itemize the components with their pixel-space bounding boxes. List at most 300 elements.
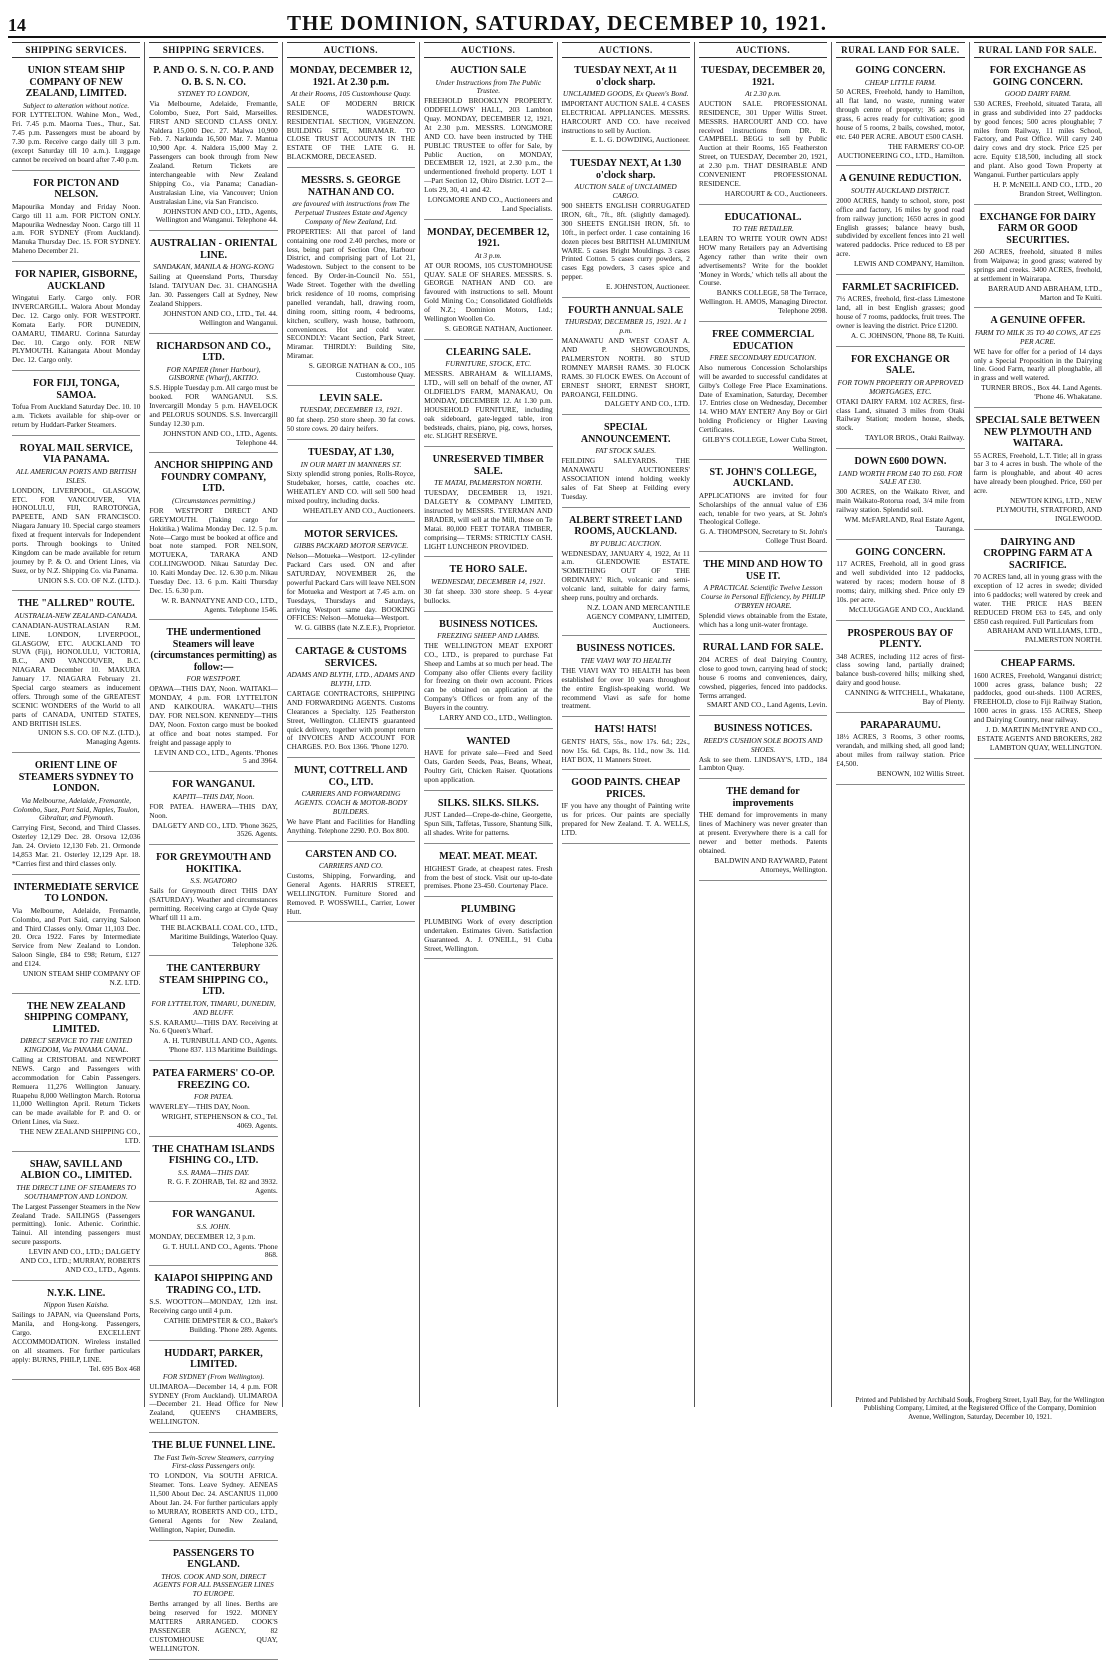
ad-body: FEILDING SALEYARDS. THE MANAWATU AUCTIONEERS' ASSOCIATION intend holding weekly sales of Fat Sheep at Feilding every Tuesday. — [561, 456, 690, 501]
ad-body: 348 ACRES, including 112 acres of first-class sowing land, partially drained; balance bush-covered hills; milking shed, dairy and good house. — [836, 651, 965, 688]
ad-body: HIGHEST Grade, at cheapest rates. Fresh from the best of stock. Visit our up-to-date premises. Phone 23-450. Courtenay Place. — [424, 863, 553, 891]
ad-title: FOR FIJI, TONGA, SAMOA. — [33, 378, 120, 401]
ad-signature: J. D. MARTIN McINTYRE AND CO., ESTATE AGENTS AND BROKERS, 282 LAMBTON QUAY, WELLINGTON. — [977, 725, 1102, 752]
ad-subtitle: CARRIERS AND CO. — [318, 861, 383, 871]
ad-body: MANAWATU AND WEST COAST A. AND P. SHOWGROUNDS, PALMERSTON NORTH. 80 STUD ROMNEY MARSH RAMS. 30 FLOCK RAMS. 30 FLOCK EWES. On Account of ERNEST SHORT, ERNEST SHORT, PAROANGI, FEILDING. — [561, 336, 690, 399]
ad-title: MESSRS. S. GEORGE NATHAN AND CO. — [301, 175, 401, 198]
ad-subtitle: KAPITI—THIS DAY, Noon. — [172, 791, 255, 801]
advertisement — [149, 848, 277, 956]
ad-body: THE VIAVI WAY TO HEALTH has been established for over 10 years throughout the entire English-speaking world. We recommend Viavi as safe for home treatment. — [561, 665, 690, 711]
ad-body: 204 ACRES of deal Dairying Country, close to good town, carrying head of stock; house 6 rooms and conveniences, dairy, cowshed, piggeries, fenced into paddocks. Terms arranged. — [698, 654, 828, 700]
ad-subtitle: SOUTH AUCKLAND DISTRICT. — [850, 185, 950, 195]
advertisement — [287, 171, 415, 386]
ad-subtitle: ADAMS AND BLYTH, LTD., ADAMS AND BLYTH, LTD. — [287, 670, 415, 689]
ad-body: HAVE for private sale—Feed and Seed Oats, Garden Seeds, Peas, Beans, Wheat, Poultry Grit, Chicken Raiser. Quotations upon application. — [424, 748, 553, 785]
ad-title: FOURTH ANNUAL SALE — [568, 304, 684, 316]
ad-signature: BANKS COLLEGE, 58 The Terrace, Wellington. H. AMOS, Managing Director. Telephone 2098. — [699, 288, 828, 316]
ad-body: PROPERTIES: All that parcel of land containing one rood 2.40 perches, more or less, being part of Section One, Harbour District, and comprising part of Lot 21, Wadestown. Subject to the consent to be fenced. By Order-in-Council No. 551, Wade Street. Together with the dwelling brick residence of 10 rooms, comprising panelled verandah, hall, drawing room, dining room, sitting room, 4 bedrooms, kitchen, scullery, wash house, bathroom, conveniences. Hot and cold water. SECONDLY: Vacant Section, Park Street, Miramar. THIRDLY: Building Site, Miramar. — [286, 226, 416, 361]
ad-title: LEVIN SALE. — [319, 392, 383, 404]
ad-title: MONDAY, DECEMBER 12, 1921. — [427, 226, 550, 250]
ad-title: CARTAGE & CUSTOMS SERVICES. — [295, 646, 407, 669]
ad-title: MEAT. MEAT. MEAT. — [439, 851, 538, 863]
ad-title: CLEARING SALE. — [445, 346, 531, 358]
ad-subtitle: At their Rooms, 105 Customhouse Quay. — [290, 89, 411, 98]
ad-body: 80 fat sheep. 250 store sheep. 30 fat cows. 50 store cows. 20 dairy heifers. — [286, 415, 416, 434]
ad-body: Ask to see them. LINDSAY'S, LTD., 184 Lambton Quay. — [698, 754, 828, 773]
ad-title: EXCHANGE FOR DAIRY FARM OR GOOD SECURITIES. — [979, 211, 1096, 246]
column-4 — [420, 42, 557, 1407]
ad-title: HATS! HATS! — [594, 724, 657, 736]
ad-subtitle: S.S. NGATORO — [190, 876, 237, 886]
ad-body: Via Melbourne, Adelaide, Fremantle, Colombo, and Port Said, carrying Saloon and Third Classes only. Omar 11,103 Dec. 20. Orca 1922. Fares by Intermediate Service from New Zealand to London. Saloon Single, £84 to £98; Return, £127 and £124. — [12, 905, 141, 969]
ad-title: TUESDAY NEXT, At 11 o'clock sharp. — [574, 65, 678, 88]
ad-subtitle: Subject to alteration without notice. — [23, 100, 130, 110]
ad-signature: BALDWIN AND RAYWARD, Patent Attorneys, Wellington. — [714, 855, 828, 874]
ad-subtitle: Via Melbourne, Adelaide, Fremantle, Colombo, Suez, Port Said, Naples, Toulon, Gibraltar, and Plymouth. — [13, 795, 140, 823]
advertisement — [12, 878, 140, 994]
ad-title: TUESDAY, DECEMBER 20, 1921. — [701, 65, 825, 88]
section-heading: AUCTIONS. — [699, 42, 827, 58]
ad-subtitle: S.S. JOHN. — [196, 1221, 231, 1231]
advertisement — [974, 654, 1102, 758]
ad-subtitle: S.S. RAMA—THIS DAY. — [177, 1167, 250, 1177]
ad-title: THE NEW ZEALAND SHIPPING COMPANY, LIMITED. — [24, 1000, 129, 1035]
ad-signature: ABRAHAM AND WILLIAMS, LTD., PALMERSTON NORTH. — [987, 626, 1102, 645]
ad-signature: LARRY AND CO., LTD., Wellington. — [439, 713, 553, 723]
ad-body: Sixty splendid strong ponies, Rolls-Royce, Studebaker, horses, cattle, coaches etc. WHEATLEY AND CO. will sell 500 head mixed poultry, including ducks. — [286, 469, 416, 506]
advertisement — [12, 439, 140, 592]
ad-subtitle: FOR PATEA. — [194, 1092, 234, 1102]
ad-body: TO LONDON, Via SOUTH AFRICA. Steamer. Tons. Leave Sydney. AENEAS 11,500 About Dec. 24. ASCANIUS 11,000 About Jan. 24. For further particulars apply to MURRAY, ROBERTS AND CO., LTD., General Agents for New Zealand, Wellington, Napier, Dunedin. — [149, 1471, 278, 1534]
ad-signature: G. T. HULL AND CO., Agents. 'Phone 868. — [162, 1241, 278, 1260]
ad-body: Nelson—Motueka—Westport. 12-cylinder Packard Cars used. ON and after SATURDAY, NOVEMBER 26, the powerful Packard Cars will leave NELSON for Motueka and Westport at 7.45 a.m. on Tuesdays, Thursdays and Saturdays, arriving Westport same day. BOOKING OFFICES: Nelson—Motueka—Westport. — [286, 551, 416, 623]
ad-title: PARAPARAUMU. — [860, 719, 941, 731]
ad-title: THE CHATHAM ISLANDS FISHING CO., LTD. — [152, 1143, 275, 1167]
advertisement — [836, 61, 964, 166]
advertisement — [974, 208, 1102, 309]
ad-title: ROYAL MAIL SERVICE, VIA PANAMA. — [19, 442, 133, 466]
ad-subtitle: CARRIERS AND FORWARDING AGENTS. COACH & MOTOR-BODY BUILDERS. — [294, 789, 408, 816]
ad-subtitle: FAT STOCK SALES. — [595, 446, 657, 456]
advertisement — [287, 389, 415, 440]
ad-subtitle: THURSDAY, DECEMBER 15, 1921. At 1 p.m. — [564, 317, 687, 336]
advertisement — [562, 639, 690, 717]
ad-title: A GENUINE OFFER. — [990, 315, 1086, 327]
advertisement — [562, 301, 690, 415]
ad-subtitle: TUESDAY, DECEMBER 13, 1921. — [299, 405, 403, 415]
advertisement — [562, 154, 690, 298]
ad-subtitle: ALL AMERICAN PORTS AND BRITISH ISLES. — [16, 466, 137, 485]
ad-signature: N.Z. LOAN AND MERCANTILE AGENCY COMPANY, LIMITED, Auctioneers. — [586, 602, 690, 630]
ad-body: ULIMAROA—December 14, 4 p.m. FOR SYDNEY (From Auckland). ULIMAROA—December 21. Head Office for New Zealand, QUEEN'S CHAMBERS, WELLINGTON. — [149, 1381, 278, 1427]
ad-body: Sailings to JAPAN, via Queensland Ports, Manila, and Hong-kong. Passengers, Cargo. EXCELLENT ACCOMMODATION. Wireless installed on all steamers. For further particulars apply: BURNS, PHILP, LINE. — [12, 1310, 141, 1364]
advertisement — [149, 1544, 277, 1660]
ad-body: Sails for Greymouth direct THIS DAY (SATURDAY). Weather and circumstances permitting. Receiving cargo at Clyde Quay Wharf till 11 a.m. — [149, 886, 278, 922]
advertisement — [699, 782, 827, 880]
ad-body: S.S. KARAMU—THIS DAY. Receiving at No. 6 Queen's Wharf. — [149, 1017, 278, 1036]
ad-subtitle: IN OUR MART IN MANNERS ST. — [300, 459, 402, 469]
ad-body: JUST Landed—Crepe-de-chine, Georgette, Spun Silk, Taffetas, Tussore, Shantung Silk, all shades. Write for patterns. — [424, 810, 553, 838]
advertisement — [699, 61, 827, 205]
advertisement — [974, 411, 1102, 530]
page-number: 14 — [8, 15, 26, 35]
ad-subtitle: FURNITURE, STOCK, ETC. — [445, 359, 532, 369]
advertisement — [699, 719, 827, 779]
ad-body: Tofua From Auckland Saturday Dec. 10. 10 a.m. Tickets available for ship-over or return by Huddart-Parker Steamers. — [12, 402, 141, 429]
advertisement — [836, 624, 964, 713]
ad-signature: JOHNSTON AND CO., LTD., Agents. Telephone 44. — [162, 428, 278, 447]
ad-title: TUESDAY NEXT, At 1.30 o'clock sharp. — [570, 158, 682, 181]
ad-signature: Tel. 695 Box 468 — [89, 1364, 141, 1374]
advertisement — [562, 720, 690, 770]
ad-title: DOWN £600 DOWN. — [854, 456, 947, 468]
ad-signature: CATHIE DEMPSTER & CO., Baker's Building. 'Phone 289. Agents. — [163, 1316, 278, 1334]
advertisement — [699, 325, 827, 460]
ad-subtitle: FOR WESTPORT. — [186, 674, 241, 684]
ad-body: Sailing at Queensland Ports, Thursday Island. TAIYUAN Dec. 31. CHANGSHA Jan. 30. Passengers Call at Sydney, New Zealand Shippers. — [149, 272, 278, 308]
ad-title: FOR WANGANUI. — [172, 779, 255, 791]
ad-body: 117 ACRES, Freehold, all in good grass and well subdivided into 12 paddocks, watered by races; modern house of 8 rooms; dairy, milking shed. Price only £9 10s. per acre. — [836, 559, 965, 604]
ad-body: FOR PATEA. HAWERA—THIS DAY, Noon. — [149, 801, 278, 820]
ad-subtitle: BY PUBLIC AUCTION. — [589, 538, 662, 548]
ad-title: EDUCATIONAL. — [724, 211, 802, 223]
ad-signature: H. P. McNEILL AND CO., LTD., 20 Brandon Street, Wellington. — [993, 179, 1102, 198]
advertisement — [149, 1344, 277, 1433]
ad-title: THE "ALLRED" ROUTE. — [17, 598, 135, 610]
ad-subtitle: THOS. COOK AND SON, DIRECT AGENTS FOR ALL PASSENGER LINES TO EUROPE. — [153, 1571, 274, 1599]
advertisement — [562, 511, 690, 637]
ad-title: GOOD PAINTS. CHEAP PRICES. — [571, 777, 681, 800]
column-8 — [970, 42, 1106, 1407]
column-6 — [695, 42, 832, 1407]
ad-subtitle: TE MATAI, PALMERSTON NORTH. — [434, 478, 543, 488]
ad-signature: W. R. BANNATYNE AND CO., LTD., Agents. Telephone 1546. — [161, 595, 278, 614]
ad-title: BUSINESS NOTICES. — [713, 723, 813, 735]
ad-signature: W. G. GIBBS (late N.Z.E.F.), Proprietor. — [294, 623, 416, 633]
section-heading: RURAL LAND FOR SALE. — [974, 42, 1102, 58]
ad-subtitle: REED'S CUSHION SOLE BOOTS AND SHOES. — [703, 735, 823, 754]
ad-title: DAIRYING AND CROPPING FARM AT A SACRIFICE. — [983, 536, 1093, 571]
advertisement — [424, 615, 552, 729]
ad-title: GOING CONCERN. — [855, 65, 946, 76]
ad-signature: LEVIN AND CO., LTD., Agents. 'Phones 5 and 3964. — [154, 747, 278, 766]
advertisement — [149, 959, 277, 1061]
advertisement — [424, 343, 552, 448]
ad-title: FOR PICTON AND NELSON. — [33, 177, 120, 201]
ad-subtitle: FARM TO MILK 35 TO 40 COWS, AT £25 PER ACRE. — [974, 327, 1101, 346]
ad-title: MUNT, COTTRELL AND CO., LTD. — [294, 765, 408, 788]
ad-title: SPECIAL ANNOUNCEMENT. — [580, 422, 671, 445]
ad-title: WANTED — [466, 735, 511, 747]
ad-title: CARSTEN AND CO. — [305, 848, 397, 860]
advertisement — [149, 1436, 277, 1540]
ad-body: Berths arranged by all lines. Berths are being reserved for 1922. MONEY MATTERS ARRANGED. COOK'S PASSENGER AGENCY, 82 CUSTOMHOUSE QUAY, WELLINGTON. — [149, 1599, 278, 1653]
advertisement — [12, 174, 140, 262]
advertisement — [424, 847, 552, 897]
advertisement — [836, 716, 964, 785]
ad-title: THE BLUE FUNNEL LINE. — [151, 1440, 276, 1452]
ad-subtitle: AUCTION SALE of UNCLAIMED CARGO. — [574, 182, 677, 201]
ad-title: BUSINESS NOTICES. — [576, 643, 675, 655]
column-1 — [8, 42, 145, 1407]
advertisement — [287, 761, 415, 841]
ad-body: LONDON, LIVERPOOL, GLASGOW, ETC. FOR VANCOUVER, VIA HONOLULU, FIJI, RAROTONGA, PAPEETE, AND SAN FRANCISCO. Niagara January 10. Special cargo steamers fixed at frequent intervals for Independent ports. Through bookings to United Kingdom can be made available for return journey by P. & O. and Orient Lines, via Suez, or by N.Z. Shipping Co. via Panama. — [12, 485, 141, 575]
ad-signature: TURNER BROS., Box 44. Land Agents. 'Phone 46. Whakatane. — [981, 383, 1102, 402]
ad-body: 300 ACRES, on the Waikato River, and main Waikato-Rotorua road, 3/4 mile from railway station. Splendid soil. — [836, 487, 965, 515]
advertisement — [12, 1284, 140, 1381]
advertisement — [836, 278, 964, 347]
advertisement — [974, 61, 1102, 205]
ad-title: GOING CONCERN. — [855, 546, 946, 558]
ad-body: 30 fat sheep. 330 store sheep. 5 4-year bullocks. — [424, 586, 553, 605]
ad-title: SPECIAL SALE BETWEEN NEW PLYMOUTH AND WAITARA. — [975, 415, 1101, 450]
advertisement — [424, 794, 552, 844]
ad-subtitle: WEDNESDAY, DECEMBER 14, 1921. — [431, 576, 546, 586]
ad-signature: WRIGHT, STEPHENSON & CO., Tel. 4069. Agents. — [161, 1111, 278, 1130]
ad-signature: WM. McFARLAND, Real Estate Agent, Tauranga. — [844, 515, 965, 533]
ad-body: PLUMBING Work of every description undertaken. Estimates Given. Satisfaction Guaranteed. A. J. O'NEILL, 91 Cuba Street, Wellington. — [424, 916, 553, 953]
ad-signature: E. JOHNSTON, Auctioneer. — [606, 282, 690, 292]
ad-subtitle: SYDNEY TO LONDON, — [177, 89, 250, 98]
ad-subtitle: GIBBS PACKARD MOTOR SERVICE. — [293, 541, 409, 551]
ad-body: Customs, Shipping, Forwarding, and General Agents. HARRIS STREET, WELLINGTON. Furniture Stored and Removed. P. WOSSWILL, Carrier, Lower Hutt. — [286, 870, 416, 916]
advertisement — [12, 265, 140, 371]
ad-subtitle: AUSTRALIA-NEW ZEALAND-CANADA. — [14, 610, 138, 620]
ad-body: MESSRS. ABRAHAM & WILLIAMS, LTD., will sell on behalf of the owner, AT OLDFIELD'S FARM, MANAKAU, On MONDAY, DECEMBER 12. At 1.30 p.m. HOUSEHOLD FURNITURE, including oak sideboard, gate-legged table, iron bedsteads, chairs, piano, pig, cows, horses, etc. SLIGHT RESERVE. — [424, 369, 553, 441]
ad-signature: LEWIS AND COMPANY, Hamilton. — [853, 259, 965, 269]
advertisement — [424, 223, 552, 340]
ad-signature: GILBY'S COLLEGE, Lower Cuba Street, Wellington. — [702, 435, 828, 453]
advertisement — [699, 638, 827, 716]
ad-title: PROSPEROUS BAY OF PLENTY. — [847, 627, 954, 651]
ad-body: THE WELLINGTON MEAT EXPORT CO., LTD., is prepared to purchase Fat Sheep and Lambs at so much per head. The Company also offer Clients every facility for freezing on their own account. Prices can be obtained on application at the Company's Offices or from any of the Buyers in the country. — [424, 640, 553, 713]
advertisement — [12, 594, 140, 753]
section-heading: AUCTIONS. — [424, 42, 552, 58]
section-heading: RURAL LAND FOR SALE. — [836, 42, 964, 58]
ad-signature: R. G. F. ZOHRAB, Tel. 82 and 3932. Agents. — [167, 1177, 278, 1196]
advertisement — [149, 337, 277, 454]
ad-signature: LEVIN AND CO., LTD.; DALGETY AND CO., LTD.; MURRAY, ROBERTS AND CO., LTD., Agents. — [19, 1247, 141, 1274]
ad-body: GENTS' HATS, 55s., now 17s. 6d.; 22s., now 15s. 6d. Caps, 8s. 11d., now 3s. 11d. HAT BOX, 11 Manners Street. — [561, 736, 690, 764]
ad-title: SHAW, SAVILL AND ALBION CO., LIMITED. — [20, 1158, 132, 1182]
ad-signature: UNION STEAM SHIP COMPANY OF N.Z. LTD. — [22, 969, 141, 987]
ad-body: 2000 ACRES, handy to school, store, post office and factory, 16 miles by good road from railway junction; 1650 acres in good English grasses; balance heavy bush, subdivided by excellent fences into 21 well watered paddocks. Price reduced to £8 per acre. — [836, 195, 965, 259]
ad-body: Also numerous Concession Scholarships will be awarded to successful candidates at Gilby's College Free Place Examinations. Date of Examination, Saturday, December 17. Entries close on Wednesday, December 14. WHO MAY ENTER? Any Boy or Girl holding Proficiency or Higher Leaving Certificates. — [698, 362, 828, 435]
ad-subtitle: At 3 p.m. — [474, 250, 502, 260]
ad-subtitle: FOR SYDNEY (From Wellington). — [162, 1371, 265, 1381]
ad-body: AUCTION SALE. PROFESSIONAL RESIDENCE, 301 Upper Willis Street. MESSRS. HARCOURT AND CO. have received instructions from DR. R. CAMPBELL BEGG to sell by Public Auction at their Rooms, 165 Featherston Street, on TUESDAY, December 20, 1921, at 2.30 p.m. THAT DESIRABLE AND CONVENIENT PROFESSIONAL RESIDENCE. — [698, 98, 828, 188]
ad-subtitle: LAND WORTH FROM £40 TO £60. FOR SALE AT £30. — [838, 468, 963, 487]
advertisement — [562, 773, 690, 844]
ad-body: 70 ACRES land, all in young grass with the exception of 12 acres in swede; divided into 6 paddocks; well watered by creek and water. THE PRICE HAS BEEN REDUCED FROM £63 to £45, and only £850 cash required. Full Particulars from — [973, 572, 1102, 626]
ad-title: RICHARDSON AND CO., LTD. — [156, 340, 271, 363]
ad-subtitle: GOOD DAIRY FARM. — [1004, 89, 1072, 98]
ad-subtitle: FOR TOWN PROPERTY OR APPROVED MORTGAGES, ETC. — [837, 377, 964, 396]
ad-body: 7½ ACRES, freehold, first-class Limestone land, all in best English grasses; good house of 7 rooms, paddocks, fruit trees. The owner is leaving the district. Price £1200. — [836, 294, 965, 331]
ad-title: ANCHOR SHIPPING AND FOUNDRY COMPANY, LTD. — [154, 460, 274, 495]
ad-subtitle: UNCLAIMED GOODS, Ex Queen's Bond. — [562, 89, 689, 98]
ad-signature: HARCOURT & CO., Auctioneers. — [724, 188, 828, 198]
section-heading: AUCTIONS. — [287, 42, 415, 58]
ad-signature: BARRAUD AND ABRAHAM, LTD., Marton and Te Kuiti. — [988, 283, 1102, 302]
ad-title: FREE COMMERCIAL EDUCATION — [712, 329, 815, 352]
ad-title: FOR WANGANUI. — [172, 1209, 255, 1221]
advertisement — [149, 623, 277, 772]
advertisement — [12, 1155, 140, 1281]
ad-title: FOR GREYMOUTH AND HOKITIKA. — [156, 852, 272, 875]
ad-body: AT OUR ROOMS, 105 CUSTOMHOUSE QUAY. SALE OF SHARES. MESSRS. S. GEORGE NATHAN AND CO. are favoured with instructions to sell. Mount Gold Mining Co.; Consolidated Goldfields of N.Z.; Dominion Motors, Ltd.; Wellington Woollen Co. — [424, 260, 553, 324]
ad-signature: LONGMORE AND CO., Auctioneers and Land Specialists. — [427, 195, 553, 213]
ad-title: MOTOR SERVICES. — [304, 528, 398, 540]
ad-subtitle: DIRECT SERVICE TO THE UNITED KINGDOM, Via PANAMA CANAL. — [20, 1036, 133, 1055]
ad-title: UNION STEAM SHIP COMPANY OF NEW ZEALAND, LIMITED. — [25, 65, 127, 99]
ad-subtitle: FOR LYTTELTON, TIMARU, DUNEDIN, AND BLUFF. — [151, 998, 276, 1017]
ad-title: CHEAP FARMS. — [1000, 658, 1075, 670]
ad-body: IMPORTANT AUCTION SALE. 4 CASES ELECTRICAL APPLIANCES. MESSRS. HARCOURT AND CO. have received instructions to sell by Auction. — [561, 98, 690, 135]
ad-body: FOR LYTTELTON. Wahine Mon., Wed., Fri. 7.45 p.m. Maorna Tues., Thur., Sat. 7.45 p.m. Passengers must be aboard by 7.30 p.m. Receive cargo daily till 3 p.m. (except Saturday till 10 a.m.). Luggage cannot be received on board after 7.40 p.m. — [12, 110, 141, 164]
ad-title: BUSINESS NOTICES. — [439, 618, 538, 630]
ad-title: AUSTRALIAN - ORIENTAL LINE. — [150, 238, 278, 261]
ad-body: OPAWA—THIS DAY, Noon. WAITAKI—MONDAY, 4 p.m. FOR LYTTELTON AND KAIKOURA. WAKATU—THIS DAY. FOR NELSON. KENNEDY—THIS DAY, Noon. Foxton cargo must be booked at office and boat notes stamped. For freight and passage apply to — [149, 684, 278, 747]
ad-subtitle: THE VIAVI WAY TO HEALTH — [580, 655, 671, 665]
ad-title: ALBERT STREET LAND ROOMS, AUCKLAND. — [569, 514, 683, 538]
advertisement — [836, 169, 964, 274]
ad-body: The Largest Passenger Steamers in the New Zealand Trade. SAILINGS (Passengers permitting). Ionic. Athenic. Corinthic. Tainui. All intending passengers must secure passports. — [12, 1201, 141, 1247]
ad-body: 18½ ACRES, 3 Rooms, 3 other rooms, verandah, and milking shed, all good land; about miles from railway station. Price £4,500. — [836, 732, 965, 769]
ad-title: PASSENGERS TO ENGLAND. — [172, 1547, 255, 1571]
advertisement — [149, 61, 277, 231]
advertisement — [699, 555, 827, 635]
ad-title: THE CANTERBURY STEAM SHIPPING CO., LTD. — [159, 963, 269, 998]
advertisement — [149, 775, 277, 845]
advertisement — [287, 61, 415, 168]
ad-signature: UNION S.S. CO. OF N.Z. (LTD.). — [37, 575, 141, 585]
advertisement — [836, 350, 964, 449]
section-heading: AUCTIONS. — [562, 42, 690, 58]
ad-title: THE undermentioned Steamers will leave (circumstances permitting) as follow:— — [150, 627, 277, 673]
advertisement — [12, 374, 140, 436]
ad-subtitle: TO THE RETAILER. — [732, 224, 794, 234]
ad-subtitle: A PRACTICAL Scientific Twelve Lesson Course in Personal Efficiency, by PHILIP O'BRYEN HOARE. — [700, 583, 826, 610]
advertisement — [149, 234, 277, 333]
column-5 — [558, 42, 695, 1407]
advertisement — [699, 208, 827, 322]
ad-body: MONDAY, DECEMBER 12, 3 p.m. — [149, 1231, 256, 1241]
ad-title: FOR EXCHANGE OR SALE. — [850, 353, 950, 377]
ad-title: N.Y.K. LINE. — [47, 1287, 106, 1299]
ad-signature: NEWTON KING, LTD., NEW PLYMOUTH, STRATFORD, AND INGLEWOOD. — [996, 495, 1102, 523]
ad-subtitle: FREE SECONDARY EDUCATION. — [709, 353, 817, 362]
advertisement — [287, 845, 415, 923]
advertisement — [12, 756, 140, 875]
advertisement — [424, 450, 552, 557]
ad-body: We have Plant and Facilities for Handling Anything. Telephone 2290. P.O. Box 800. — [286, 816, 416, 835]
ad-subtitle: Nippon Yusen Kaisha. — [43, 1300, 109, 1310]
ad-title: P. AND O. S. N. CO. P. AND O. B. S. N. CO. — [153, 65, 274, 88]
advertisement — [424, 900, 552, 959]
ad-body: Wingatui Early. Cargo only. FOR INVERCARGILL. Walora About Monday Dec. 12. Cargo only. FOR WESTPORT. Komata Early. FOR DUNEDIN, OAMARU, TIMARU. Corinna Saturday Dec. 10. Cargo only. FOR NEW PLYMOUTH. Kaitangata About Monday Dec. 12. Cargo only. — [12, 293, 141, 365]
ad-title: SILKS. SILKS. SILKS. — [437, 797, 539, 809]
ad-body: Carrying First, Second, and Third Classes. Osterley 12,129 Dec. 28. Orsova 12,036 Jan. 24. Orvieto 12,130 Feb. 21. Ormonde 14,853 Mar. 21. Osterley 12,129 Apr. 18. *Carries first and third classes only. — [12, 823, 141, 868]
ad-signature: WHEATLEY AND CO., Auctioneers. — [302, 505, 416, 515]
ad-title: INTERMEDIATE SERVICE TO LONDON. — [13, 881, 139, 905]
ad-signature: CANNING & WITCHELL, Whakatane, Bay of Plenty. — [844, 688, 965, 707]
ad-body: 1600 ACRES, Freehold, Wanganui district; 1000 acres grass, balance bush; 22 paddocks, good out-sheds. 1100 ACRES, FREEHOLD, close to Fiji Railway Station, 1000 acres in grass. 155 ACRES, Sheep and Dairying Country, near railway. — [973, 670, 1102, 725]
ad-subtitle: Under Instructions from The Public Trustee. — [435, 77, 542, 96]
ad-title: RURAL LAND FOR SALE. — [702, 642, 824, 654]
ad-title: THE demand for improvements — [726, 786, 800, 809]
ad-signature: JOHNSTON AND CO., LTD., Agents, Wellington and Wanganui. Telephone 44. — [155, 206, 278, 225]
ad-body: Splendid views obtainable from the Estate, which has a long unit-water frontage. — [698, 610, 828, 629]
ad-body: IF you have any thought of Painting write us for prices. Our paints are specially prepared for New Zealand. T. A. WELLS, LTD. — [561, 801, 690, 838]
ad-title: KAIAPOI SHIPPING AND TRADING CO., LTD. — [154, 1273, 273, 1296]
ad-signature: McCLUGGAGE AND CO., Auckland. — [848, 604, 965, 614]
advertisement — [287, 443, 415, 522]
ad-signature: SMART AND CO., Land Agents, Levin. — [706, 700, 828, 710]
ad-body: 530 ACRES, Freehold, situated Tarata, all in grass and subdivided into 27 paddocks by good fences; 500 acres ploughable; 7 miles from Railway, 11 miles School, Factory, and Post Office. Will carry 240 dairy cows and dry stock. Price £25 per acre. Equity £18,500, including all stock and plant. Also good Town Property at Wanganui. Further particulars apply — [973, 98, 1102, 179]
section-heading: SHIPPING SERVICES. — [149, 42, 277, 58]
ad-title: PATEA FARMERS' CO-OP. FREEZING CO. — [152, 1068, 275, 1091]
section-heading: SHIPPING SERVICES. — [12, 42, 140, 58]
ad-title: HUDDART, PARKER, LIMITED. — [164, 1347, 263, 1371]
ad-signature: S. GEORGE NATHAN & CO., 105 Customhouse Quay. — [308, 361, 416, 379]
footer-imprint: Printed and Published by Archibald Souls, Frogberg Street, Lyall Bay, for the Wellington Publishing Company, Limited, at the Registered Office of the Company, Dominion Avenue, Wellington, Saturday, December 10, 1921. — [855, 1395, 1105, 1421]
ad-body: TUESDAY, DECEMBER 13, 1921. DALGETY & COMPANY LIMITED, instructed by MESSRS. TYERMAN AND BRADER, will sell at the Mill, those on Te Matai. 80,000 FEET TOTARA TIMBER, comprising— TERMS: STRICTLY CASH. LIGHT LUNCHEON PROVIDED. — [424, 488, 553, 551]
ad-title: PLUMBING — [460, 904, 516, 916]
ad-body: 50 ACRES, Freehold, handy to Hamilton, all flat land, no waste, running water through centre of property; 36 acres in grass, 6 acres ready for cultivation; good house of 5 rooms, 2 bails, cowshed, motor, etc. £40 PER ACRE. ABOUT £500 CASH. — [836, 87, 965, 141]
ad-body: APPLICATIONS are invited for four Scholarships of the annual value of £36 each, tenable for two years, at St. John's Theological College. — [698, 490, 828, 527]
ad-signature: DALGETY AND CO., LTD. 'Phone 3625, 3526. Agents. — [152, 820, 278, 839]
ad-title: AUCTION SALE — [450, 65, 527, 76]
column-2 — [145, 42, 282, 1653]
advertisement — [836, 543, 964, 621]
ad-subtitle: THE DIRECT LINE OF STEAMERS TO SOUTHAMPTON AND LONDON. — [16, 1182, 137, 1201]
advertisement — [424, 560, 552, 611]
ad-signature: A. H. TURNBULL AND CO., Agents. 'Phone 837. 113 Maritime Buildings. — [163, 1036, 278, 1055]
ad-body: WEDNESDAY, JANUARY 4, 1922, At 11 a.m. GLENDOWIE ESTATE. 'SOMETHING OUT OF THE ORDINARY.' Rich, volcanic and semi-volcanic land, suitable for dairy farms, sheep runs, poultry and orchards. — [561, 548, 690, 602]
ad-body: S.S. Hipple Tuesday p.m. All cargo must be booked. FOR WANGANUI. S.S. Invercargill Monday 5 p.m. HAVELOCK and PELORUS SOUNDS. S.S. Invercargill Sunday 12.30 p.m. — [149, 383, 278, 428]
masthead — [8, 6, 1106, 38]
ad-title: THE MIND AND HOW TO USE IT. — [703, 559, 823, 582]
ad-signature: THE FARMERS' CO-OP. AUCTIONEERING CO., LTD., Hamilton. — [837, 141, 965, 160]
advertisement — [424, 61, 552, 220]
newspaper-title: THE DOMINION, SATURDAY, DECEMBEP 10, 1921. — [286, 11, 828, 35]
advertisement — [149, 1064, 277, 1137]
advertisement — [12, 61, 140, 171]
column-3 — [283, 42, 420, 1407]
advertisement — [974, 311, 1102, 408]
advertisement — [836, 452, 964, 540]
ad-body: WE have for offer for a period of 14 days only a Special Proposition in the Dairying line. Good Farm, nearly all ploughable, all in grass and well watered. — [973, 346, 1102, 383]
ad-body: CARTAGE CONTRACTORS, SHIPPING AND FORWARDING AGENTS. Customs Clearances a Specialty. 125 Featherston Street, Wellington. CLIENTS guaranteed quick delivery, together with prompt return of INVOICES AND ACCOUNT FOR CHARGES. P.O. Box 1366. 'Phone 1270. — [286, 688, 416, 752]
ad-subtitle: SANDAKAN, MANILA & HONG-KONG — [153, 262, 275, 272]
ad-title: FARMLET SACRIFICED. — [842, 281, 959, 293]
ad-signature: E. L. G. DOWDING, Auctioneer. — [590, 135, 690, 145]
ad-signature: DALGETY AND CO., LTD. — [604, 399, 690, 409]
ad-title: MONDAY, DECEMBER 12, 1921. At 2.30 p.m. — [289, 65, 412, 88]
ad-subtitle: (Circumstances permitting.) — [172, 495, 256, 505]
ad-body: LEARN TO WRITE YOUR OWN ADS! HOW many Retailers pay an Advertising Agency rather than write their own advertisements? Write for the booklet 'Money in Words,' which tells all about the Course. — [698, 234, 828, 288]
ad-title: ST. JOHN'S COLLEGE, AUCKLAND. — [709, 466, 817, 490]
advertisement — [424, 732, 552, 791]
advertisement — [562, 418, 690, 507]
ad-signature: UNION S.S. CO. OF N.Z. (LTD.), Managing Agents. — [37, 728, 141, 747]
ad-title: TE HORO SALE. — [449, 564, 528, 576]
ad-subtitle: FREEZING SHEEP AND LAMBS. — [437, 631, 540, 641]
ad-body: THE demand for improvements in many lines of Machinery was never greater than at present. Everywhere there is a call for newer and better methods. Patents obtained. — [698, 810, 828, 855]
ad-subtitle: CHEAP LITTLE FARM. — [864, 77, 937, 87]
advertisement — [149, 1269, 277, 1341]
